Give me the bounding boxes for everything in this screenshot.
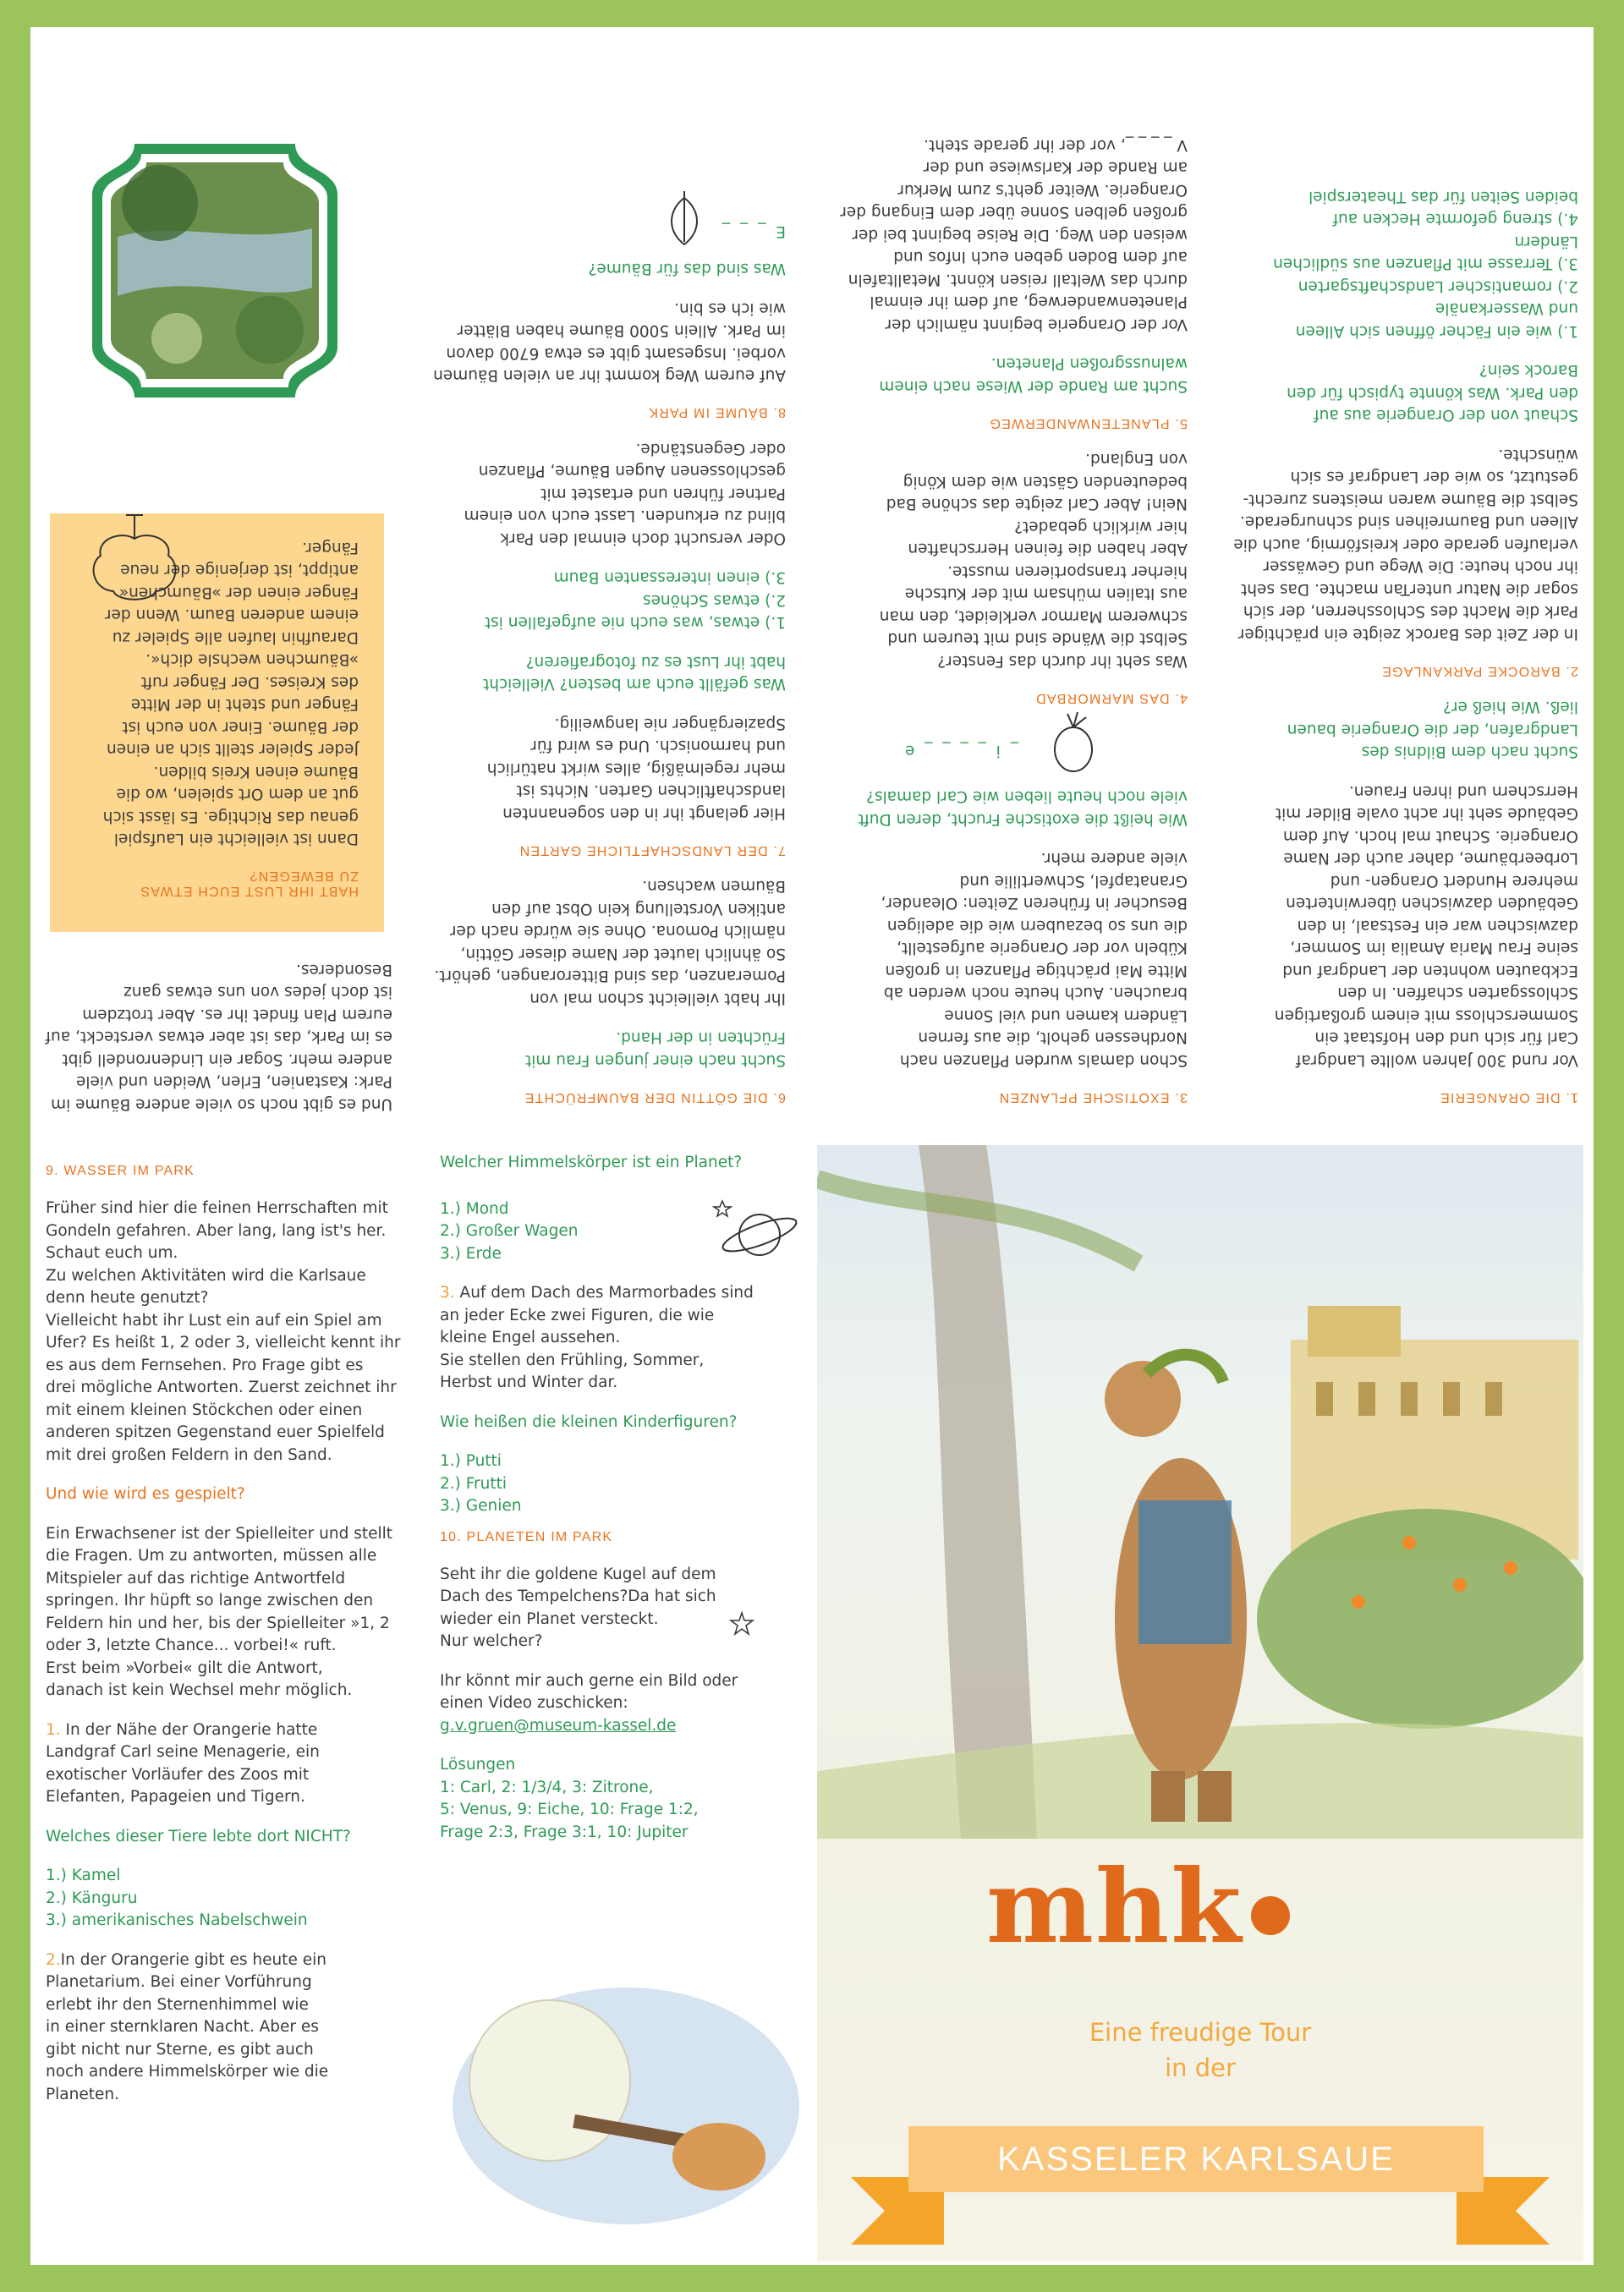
flyer-sheet	[30, 27, 1594, 2265]
text-wasser: Früher sind hier die feinen Herrschaften mit Gondeln gefahren. Aber lang, lang ist's her. Schaut euch um. Zu welchen Aktivitäten wird die Karlsaue denn heute genutzt? Vielleicht habt ihr Lust ein auf ein Spiel am Ufer? Es heißt 1, 2 oder 3, vielleicht kennt ihr es aus dem Fernsehen. Pro Frage gibt es drei mögliche Antworten. Zuerst zeichnet ihr mit einem kleinen Stöckchen oder einen anderen spitzen Gegenstand euer Spielfeld mit drei großen Feldern in den Sand.	[46, 1199, 401, 1464]
solutions-heading: Lösungen	[440, 1756, 516, 1774]
text-marmorbad: Was seht ihr durch das Fenster? Selbst die Wände sind mit teurem und schwerem Marmor verkleidet, den man aus Italien mühsam mit der Kutsche hierher transportieren musste. Aber haben die feinen Herrschaften hier wirklich gebadet? Nein! Aber Carl zeigte das schöne Bad bedeutenden Gästen wie dem König von England.	[879, 450, 1188, 670]
question-frucht: Wie heißt die exotische Frucht, deren Duft viele noch heute lieben wie Carl damals?	[858, 787, 1188, 828]
text-pflanzen: Schon damals wurden Pflanzen nach Nordhessen geholt, die aus fernen Ländern kamen und viel Sonne brauchen. Auch heute noch werden ab Mitte Mai prächtige Pflanzen in großen Kübeln vor der Orangerie aufgestellt, die uns so bezaubern wie die adeligen Besucher in früheren Zeiten: Oleander, Granatapfel, Schwertlilie und viele andere mehr.	[881, 849, 1188, 1069]
question-himmelskoerper: Welcher Himmelskörper ist ein Planet?	[440, 1154, 743, 1171]
tagline-1: Eine freudige Tour	[1089, 2018, 1312, 2047]
option-foto-2: 2.) etwas Schönes	[642, 591, 786, 609]
column-planeten	[440, 1133, 804, 1844]
option-foto-3: 3.) einen interessanten Baum	[553, 568, 786, 587]
heading-marmorbad: 4. DAS MARMORBAD	[1034, 691, 1188, 705]
question-tiere: Welches dieser Tiere lebte dort NICHT?	[46, 1827, 351, 1845]
heading-baeume: 8. BÄUME IM PARK	[648, 405, 786, 420]
number-3: 3.	[440, 1284, 455, 1302]
orangerie-illustration	[817, 1145, 1583, 1839]
mhk-logo-text: mhk	[986, 1847, 1243, 1966]
option-3: 3.) Terrasse mit Pflanzen aus südlichen Ländern	[1273, 233, 1578, 273]
text-weitere-baeume: Und es gibt noch so viele andere Bäume im Park: Kastanien, Erlen, Weiden und viele andere mehr. Sogar ein Lindenrondell gibt es im Park, das ist aber etwas versteckt, auf eurem Plan findet ihr es. Aber trotzdem ist doch jedes von uns etwas ganz Besonderes.	[45, 961, 392, 1113]
heading-laufspiel: HABT IHR LUST EUCH ETWAS ZU BEWEGEN?	[140, 869, 359, 899]
option-foto-1: 1.) etwas, was euch nie aufgefallen ist	[484, 613, 786, 632]
option-erde: 3.) Erde	[440, 1244, 502, 1263]
heading-pflanzen: 3. EXOTISCHE PFLANZEN	[998, 1090, 1188, 1105]
title-banner: KASSELER KARLSAUE	[908, 2126, 1484, 2192]
text-marmorbad-figuren: Auf dem Dach des Marmorbades sind an jeder Ecke zwei Figuren, die wie kleine Engel aussehen. Sie stellen den Frühling, Sommer, Herbst und Winter dar.	[440, 1284, 754, 1391]
text-blind: Oder versucht doch einmal den Park blind zu erkunden. Lasst euch von einem Partner führen und ertastet mit geschlossenen Augen Bäume, Pflanzen oder Gegenstände.	[464, 440, 786, 547]
question-planet: Sucht am Rande der Wiese nach einem walnussgroßen Planeten.	[879, 354, 1188, 395]
moon-telescope-illustration	[448, 1979, 804, 2233]
heading-barock: 2. BAROCKE PARKANLAGE	[1381, 664, 1578, 678]
garden-painting	[84, 135, 346, 406]
heading-orangerie: 1. DIE ORANGERIE	[1439, 1090, 1578, 1105]
text-einsenden: Ihr könnt mir auch gerne ein Bild oder einen Video zuschicken:	[440, 1671, 738, 1712]
number-1: 1.	[46, 1720, 61, 1739]
text-orangerie: Vor rund 300 Jahren wollte Landgraf Carl für sich und den Hofstaat ein Sommerschloss mit einem großartigen Schlossgarten schaffen. In den Eckbauten wohnten der Landgraf und seine Frau Maria Amalia im Sommer, dazwischen war ein Festsaal, in den Gebäuden dazwischen überwinterten mehrere Hundert Orangen- und Lorbeerbäume, daher auch der Name Orangerie. Schaut mal hoch. Auf dem Gebäude seht ihr acht ovale Bilder mit Herrschern und ihren Frauen.	[1274, 782, 1578, 1069]
option-grosser-wagen: 2.) Großer Wagen	[440, 1222, 579, 1240]
option-frutti: 2.) Frutti	[440, 1474, 508, 1493]
tagline-2: in der	[1165, 2053, 1236, 2082]
text-goldene-kugel: Seht ihr die goldene Kugel auf dem Dach des Tempelchens?Da hat sich wieder ein Planet versteckt. Nur welcher?	[440, 1565, 716, 1650]
question-pomona: Sucht nach einer jungen Frau mit Früchten in der Hand.	[524, 1028, 786, 1069]
solutions-text: 1: Carl, 2: 1/3/4, 3: Zitrone, 5: Venus, 9: Eiche, 10: Frage 1:2, Frage 2:3, Frage 3:1, 10: Jupiter	[440, 1778, 699, 1841]
text-menagerie: In der Nähe der Orangerie hatte Landgraf Carl seine Menagerie, ein exotischer Vorläufer des Zoos mit Elefanten, Papageien und Tigern.	[46, 1720, 320, 1806]
heading-planetenweg: 5. PLANETENWANDERWEG	[989, 416, 1188, 430]
lemon-icon	[1044, 709, 1103, 776]
mhk-logo	[986, 1847, 1290, 1966]
option-1: 1.) wie ein Fächer öffnen sich Alleen und Wasserkanäle	[1295, 299, 1578, 340]
text-spielregeln: Ein Erwachsener ist der Spielleiter und stellt die Fragen. Um zu antworten, müssen alle Mitspieler auf das richtige Antwortfeld springen. Ihr hüpft so lange zwischen den Feldern hin und her, bis der Spielleiter »1, 2 oder 3, letzte Chance... vorbei!« ruft. Erst beim »Vorbei« gilt die Antwort, danach ist kein Wechsel mehr möglich.	[46, 1524, 393, 1699]
leaf-icon	[659, 189, 710, 249]
option-kaenguru: 2.) Känguru	[46, 1889, 138, 1907]
planet-icon	[709, 1193, 802, 1269]
option-2: 2.) romantischer Landschaftsgarten	[1298, 277, 1578, 295]
question-spielregeln: Und wie wird es gespielt?	[46, 1485, 245, 1503]
question-barock: Schaut von der Orangerie aus auf den Park. Was könnte typisch für den Barock sein?	[1287, 361, 1578, 425]
text-landschaftsgarten: Hier gelangt ihr in den sogenannten landschaftlichen Garten. Nichts ist mehr regelmäßig, alles wirkt natürlich und harmonisch. Und es wird für Spaziergänger nie langweilig.	[486, 715, 786, 822]
brain-tree-icon	[84, 514, 185, 607]
lower-panel	[30, 1133, 1594, 2265]
heading-landschaftsgarten: 7. DER LANDSCHAFTLICHE GARTEN	[518, 843, 786, 858]
upper-panel-rotated	[30, 27, 1594, 1133]
option-kamel: 1.) Kamel	[46, 1867, 121, 1884]
info-box-laufspiel	[50, 514, 384, 933]
logo-dot-icon	[1251, 1896, 1290, 1935]
option-putti: 1.) Putti	[440, 1452, 502, 1470]
star-icon	[729, 1611, 754, 1637]
number-2: 2.	[46, 1950, 61, 1969]
question-baeume: Was sind das für Bäume?	[588, 260, 786, 278]
heading-wasser: 9. WASSER IM PARK	[46, 1164, 195, 1178]
text-planetenweg: Vor der Orangerie beginnt nämlich der Planetenwanderweg, auf dem ihr einmal durch das Weltall reisen könnt. Metalltafeln auf dem Boden geben euch Infos und weisen den Weg. Die Reise beginnt bei der großen gelben Sonne über dem Eingang der Orangerie. Weiter geht's zum Merkur am Rande der Karlswiese und der V _ _ _ _, vor der ihr gerade steht.	[840, 136, 1188, 333]
text-pomona: Ihr habt vielleicht schon mal von Pomeranzen, das sind Bitterorangen, gehört. So ähnlich lautet der Name dieser Göttin, nämlich Pomona. Ohne sie würde nach der antiken Vorstellung kein Obst auf den Bäumen wachsen.	[434, 877, 786, 1007]
column-wasser	[46, 1133, 401, 2123]
text-laufspiel: Dann ist vielleicht ein Laufspiel genau das Richtige. Es lässt sich gut an dem Ort spielen, wo die Bäume einen Kreis bilden. Jeder Spieler stellt sich an einen der Bäume. Einer von euch ist Fänger und steht in der Mitte des Kreises. Der Fänger ruft »Bäumchen wechsle dich«. Daraufhin laufen alle Spieler zu einem anderen Baum. Wenn der Fänger einen der »Bäumchen« antippt, ist derjenige der neue Fänger.	[102, 539, 359, 848]
question-foto: Was gefällt euch am besten? Vielleicht habt ihr Lust es zu fotografieren?	[482, 653, 786, 694]
option-genien: 3.) Genien	[440, 1497, 522, 1515]
question-kinderfiguren: Wie heißen die kleinen Kinderfiguren?	[440, 1412, 738, 1431]
text-planetarium: In der Orangerie gibt es heute ein Planetarium. Bei einer Vorführung erlebt ihr den Sternenhimmel wie in einer sternklaren Nacht. Aber es gibt nicht nur Sterne, es gibt auch noch andere Himmelskörper wie die Planeten.	[46, 1950, 329, 2103]
option-nabelschwein: 3.) amerikanisches Nabelschwein	[46, 1911, 308, 1929]
text-baeume: Auf eurem Weg kommt ihr an vielen Bäumen vorbei. Insgesamt gibt es etwa 6700 davon im Park. Allein 5000 Bäume haben Blätter wie ich es bin.	[433, 299, 786, 385]
column-garten	[422, 27, 786, 1133]
option-mond: 1.) Mond	[440, 1199, 509, 1218]
text-barock: In der Zeit des Barock zeigte ein prächtiger Park die Macht des Schlossherren, der sich sogar die Natur unterTan machte. Das seht ihr noch heute: Die Wege und Gewässer verlaufen gerade oder kreisförmig, auch die Alleen und Baumreihen sind schnurgerade. Selbst die Bäume waren meistens zurecht- gestutzt, so wie der Landgraf es sich wünschte.	[1233, 446, 1578, 643]
option-4: 4.) streng geformte Hecken auf beiden Seiten für das Theaterspiel	[1309, 188, 1578, 228]
email-link[interactable]: g.v.gruen@museum-kassel.de	[440, 1716, 677, 1735]
cover-panel	[817, 1145, 1583, 2262]
answer-blank-frucht: _ i _ _ _ _ e	[902, 742, 1018, 759]
heading-pomona: 6. DIE GÖTTIN DER BAUMFRÜCHTE	[524, 1090, 786, 1105]
question-orangerie: Sucht nach dem Bildnis des Landgrafen, der die Orangerie bauen ließ. Wie hieß er?	[1287, 698, 1578, 761]
column-pflanzen	[807, 27, 1188, 1133]
heading-planeten-im-park: 10. PLANETEN IM PARK	[440, 1529, 613, 1544]
answer-blank-baum: E _ _ _	[719, 222, 786, 240]
column-orangerie	[1206, 27, 1578, 1133]
